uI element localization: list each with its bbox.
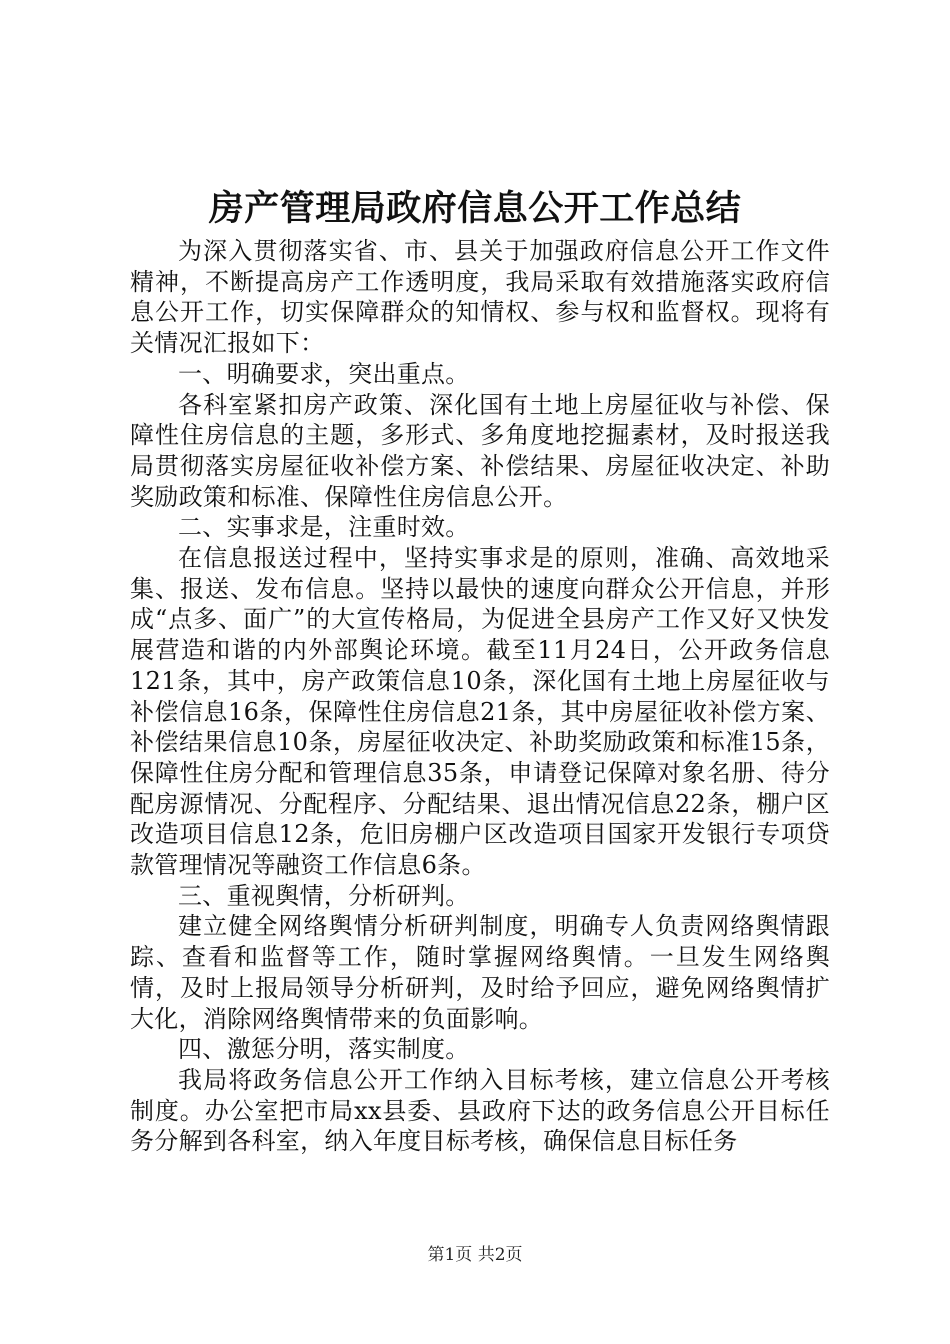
page-number-footer: 第1页 共2页	[427, 1245, 523, 1265]
section-heading-3: 三、重视舆情，分析研判。	[178, 881, 470, 910]
section-paragraph-4: 我局将政务信息公开工作纳入目标考核，建立信息公开考核制度。办公室把市局xx县委、县政府下达的政务信息公开目标任务分解到各科室，纳入年度目标考核，确保信息目标任务	[130, 1065, 830, 1156]
section-heading-2: 二、实事求是，注重时效。	[178, 513, 470, 542]
document-title: 房产管理局政府信息公开工作总结	[208, 188, 742, 229]
section-heading-1: 一、明确要求，突出重点。	[178, 359, 470, 388]
section-heading-4: 四、激惩分明，落实制度。	[178, 1035, 470, 1064]
document-body	[130, 236, 830, 1157]
intro-paragraph: 为深入贯彻落实省、市、县关于加强政府信息公开工作文件精神，不断提高房产工作透明度，我局采取有效措施落实政府信息公开工作，切实保障群众的知情权、参与权和监督权。现将有关情况汇报如下：	[130, 237, 830, 358]
section-paragraph-3: 建立健全网络舆情分析研判制度，明确专人负责网络舆情跟踪、查看和监督等工作，随时掌握网络舆情。一旦发生网络舆情，及时上报局领导分析研判，及时给予回应，避免网络舆情扩大化，消除网络舆情带来的负面影响。	[130, 912, 830, 1033]
section-paragraph-1: 各科室紧扣房产政策、深化国有土地上房屋征收与补偿、保障性住房信息的主题，多形式、多角度地挖掘素材，及时报送我局贯彻落实房屋征收补偿方案、补偿结果、房屋征收决定、补助奖励政策和标准、保障性住房信息公开。	[130, 390, 830, 511]
section-paragraph-2: 在信息报送过程中，坚持实事求是的原则，准确、高效地采集、报送、发布信息。坚持以最快的速度向群众公开信息，并形成“点多、面广”的大宣传格局，为促进全县房产工作又好又快发展营造和谐的内外部舆论环境。截至11月24日，公开政务信息121条，其中，房产政策信息10条，深化国有土地上房屋征收与补偿信息16条，保障性住房信息21条，其中房屋征收补偿方案、补偿结果信息10条，房屋征收决定、补助奖励政策和标准15条，保障性住房分配和管理信息35条，申请登记保障对象名册、待分配房源情况、分配程序、分配结果、退出情况信息22条，棚户区改造项目信息12条，危旧房棚户区改造项目国家开发银行专项贷款管理情况等融资工作信息6条。	[130, 544, 830, 880]
